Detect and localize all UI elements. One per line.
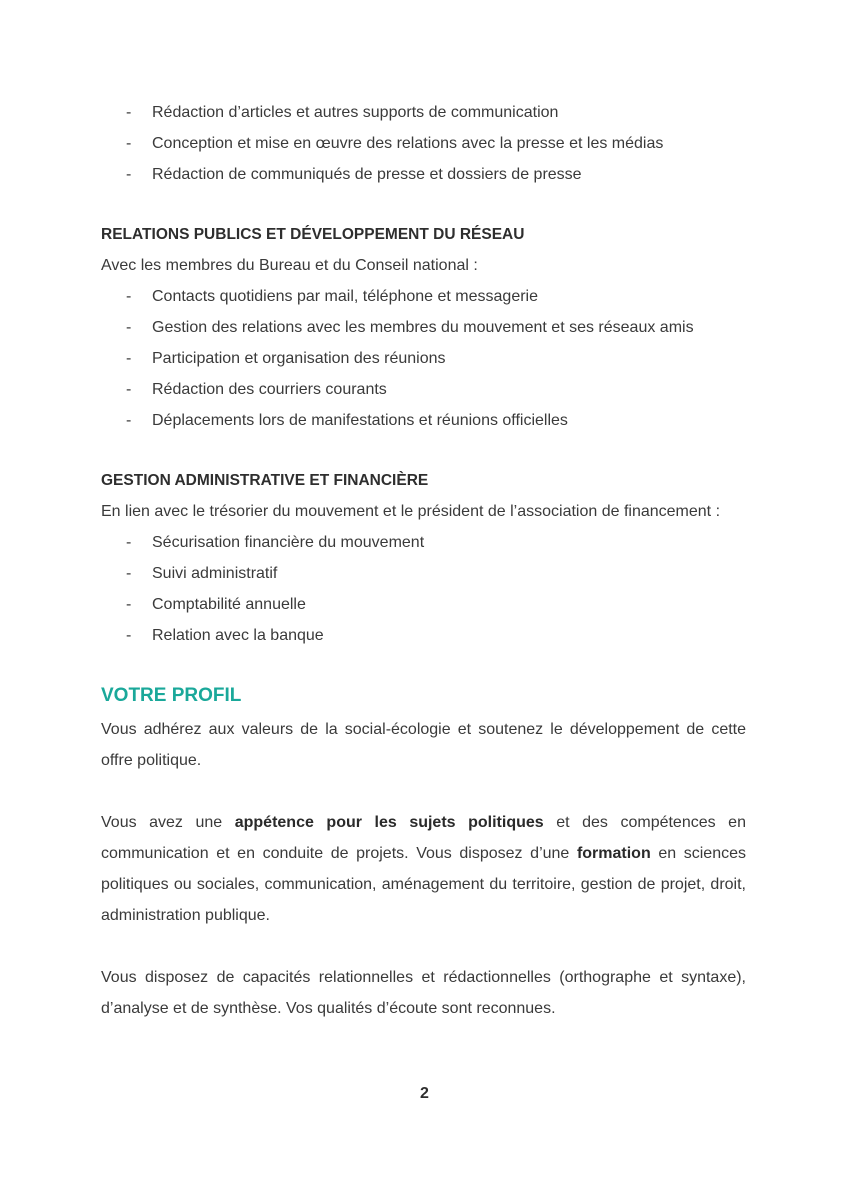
profil-paragraph-abilities: Vous disposez de capacités relationnelles et rédactionnelles (orthographe et syntaxe), d’analyse et de synthèse. Vos qualités d’écoute sont reconnues. xyxy=(101,969,746,1017)
bullet-dash: - xyxy=(126,104,132,121)
bullet-dash: - xyxy=(126,412,132,429)
bullet-dash: - xyxy=(126,534,132,551)
list-item-text: Déplacements lors de manifestations et réunions officielles xyxy=(152,412,568,429)
list-item xyxy=(101,281,746,312)
list-item xyxy=(101,620,746,651)
list-item-text: Suivi administratif xyxy=(152,565,278,582)
communication-list xyxy=(101,97,663,190)
list-item-text: Participation et organisation des réunions xyxy=(152,350,446,367)
list-item xyxy=(101,405,746,436)
relations-list xyxy=(101,281,746,436)
list-item-text: Contacts quotidiens par mail, téléphone et messagerie xyxy=(152,288,538,305)
list-item xyxy=(101,97,663,128)
list-item xyxy=(101,527,746,558)
bold-word-formation: formation xyxy=(576,845,651,862)
section-heading: GESTION ADMINISTRATIVE ET FINANCIÈRE xyxy=(101,472,429,489)
list-item-text: Gestion des relations avec les membres du mouvement et ses réseaux amis xyxy=(152,319,694,336)
list-item-text: Comptabilité annuelle xyxy=(152,596,306,613)
text-run: Vous avez une xyxy=(101,814,235,831)
list-item xyxy=(101,128,663,159)
bullet-dash: - xyxy=(126,288,132,305)
profil-section xyxy=(101,678,746,1024)
list-item-text: Rédaction des courriers courants xyxy=(152,381,387,398)
bullet-dash: - xyxy=(126,135,132,152)
text-run: en sciences politiques ou sociales, communication, aménagement du territoire, gestion de projet, droit, administration publique. xyxy=(101,845,746,924)
list-item xyxy=(101,374,746,405)
bullet-dash: - xyxy=(126,319,132,336)
bullet-dash: - xyxy=(126,166,132,183)
relations-section xyxy=(101,220,746,436)
list-item-text: Sécurisation financière du mouvement xyxy=(152,534,425,551)
gestion-list xyxy=(101,527,746,651)
list-item-text: Rédaction d’articles et autres supports de communication xyxy=(152,104,559,121)
list-item xyxy=(101,343,746,374)
page-number: 2 xyxy=(420,1085,429,1102)
section-heading: RELATIONS PUBLICS ET DÉVELOPPEMENT DU RÉSEAU xyxy=(101,226,525,243)
profil-paragraph-skills xyxy=(101,807,746,931)
list-item xyxy=(101,589,746,620)
list-item xyxy=(101,159,663,190)
profil-title: VOTRE PROFIL xyxy=(101,685,242,706)
list-item-text: Relation avec la banque xyxy=(152,627,324,644)
list-item-text: Conception et mise en œuvre des relations avec la presse et les médias xyxy=(152,135,664,152)
gestion-section xyxy=(101,466,746,651)
bullet-dash: - xyxy=(126,627,132,644)
list-item xyxy=(101,312,746,343)
bullet-dash: - xyxy=(126,381,132,398)
list-item-text: Rédaction de communiqués de presse et dossiers de presse xyxy=(152,166,582,183)
section-intro: En lien avec le trésorier du mouvement et le président de l’association de financement : xyxy=(101,503,721,520)
section-intro: Avec les membres du Bureau et du Conseil national : xyxy=(101,257,478,274)
bullet-dash: - xyxy=(126,350,132,367)
bullet-dash: - xyxy=(126,596,132,613)
bold-phrase-appetence: appétence pour les sujets politiques xyxy=(234,814,544,831)
list-item xyxy=(101,558,746,589)
text-run: et des compétences en communication et en conduite de projets. Vous disposez d’une xyxy=(101,814,746,862)
profil-paragraph-values: Vous adhérez aux valeurs de la social-écologie et soutenez le développement de cette offre politique. xyxy=(101,721,746,769)
bullet-dash: - xyxy=(126,565,132,582)
